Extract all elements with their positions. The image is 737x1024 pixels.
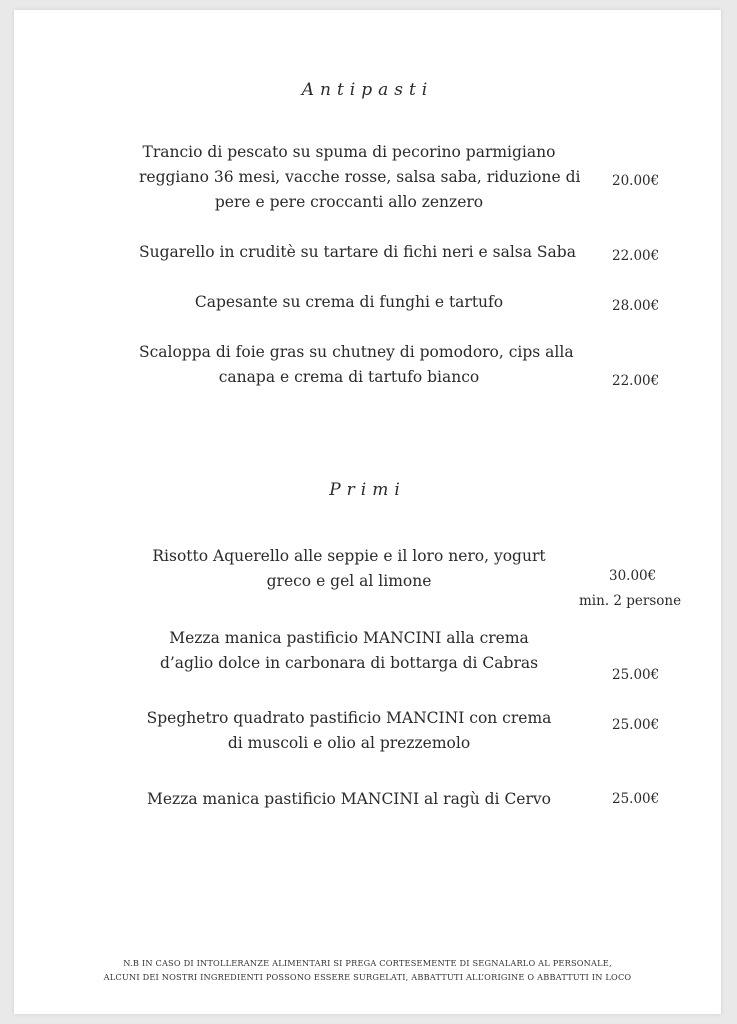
- menu-item: [139, 140, 581, 215]
- menu-item-line: reggiano 36 mesi, vacche rosse, salsa saba, riduzione di: [139, 168, 581, 186]
- menu-item: [139, 626, 559, 676]
- menu-item-price: 25.00€: [612, 717, 660, 733]
- menu-item-line: Speghetro quadrato pastificio MANCINI con crema: [146, 709, 552, 727]
- menu-item-price: 22.00€: [612, 373, 660, 389]
- menu-item-line: Trancio di pescato su spuma di pecorino parmigiano: [142, 143, 556, 161]
- menu-item-line: canapa e crema di tartufo bianco: [218, 368, 480, 386]
- menu-item-line: pere e pere croccanti allo zenzero: [214, 193, 484, 211]
- footer-line: ALCUNI DEI NOSTRI INGREDIENTI POSSONO ESSERE SURGELATI, ABBATTUTI ALL’ORIGINE O ABBATTUTI IN LOCO: [103, 972, 632, 982]
- menu-item-price: 28.00€: [612, 298, 660, 314]
- menu-item-price: 20.00€: [612, 173, 660, 189]
- menu-item-price: 22.00€: [612, 248, 660, 264]
- menu-item: [139, 787, 559, 812]
- section-title-antipasti: Antipasti: [301, 80, 434, 100]
- menu-item: [139, 706, 559, 756]
- menu-item-line: greco e gel al limone: [266, 572, 432, 590]
- menu-item-price: 30.00€: [609, 568, 657, 584]
- menu-item: [139, 544, 559, 594]
- menu-page: [14, 10, 721, 1014]
- menu-item-line: Capesante su crema di funghi e tartufo: [194, 293, 504, 311]
- menu-item-line: Mezza manica pastificio MANCINI alla crema: [169, 629, 529, 647]
- menu-item: [139, 340, 574, 390]
- section-title-primi: Primi: [329, 480, 406, 500]
- menu-item-note: min. 2 persone: [579, 593, 682, 609]
- footer-note: [14, 956, 721, 984]
- menu-item: [139, 240, 576, 265]
- footer-line: N.B IN CASO DI INTOLLERANZE ALIMENTARI SI PREGA CORTESEMENTE DI SEGNALARLO AL PERSONALE,: [123, 958, 612, 968]
- menu-item-line: Sugarello in cruditè su tartare di fichi neri e salsa Saba: [139, 243, 576, 261]
- menu-item: [139, 290, 559, 315]
- menu-item-line: di muscoli e olio al prezzemolo: [227, 734, 471, 752]
- menu-item-price: 25.00€: [612, 791, 660, 807]
- menu-item-line: Mezza manica pastificio MANCINI al ragù di Cervo: [147, 790, 551, 808]
- menu-item-line: Risotto Aquerello alle seppie e il loro nero, yogurt: [152, 547, 546, 565]
- menu-item-price: 25.00€: [612, 667, 660, 683]
- menu-item-line: Scaloppa di foie gras su chutney di pomodoro, cips alla: [139, 343, 574, 361]
- menu-item-line: d’aglio dolce in carbonara di bottarga di Cabras: [159, 654, 539, 672]
